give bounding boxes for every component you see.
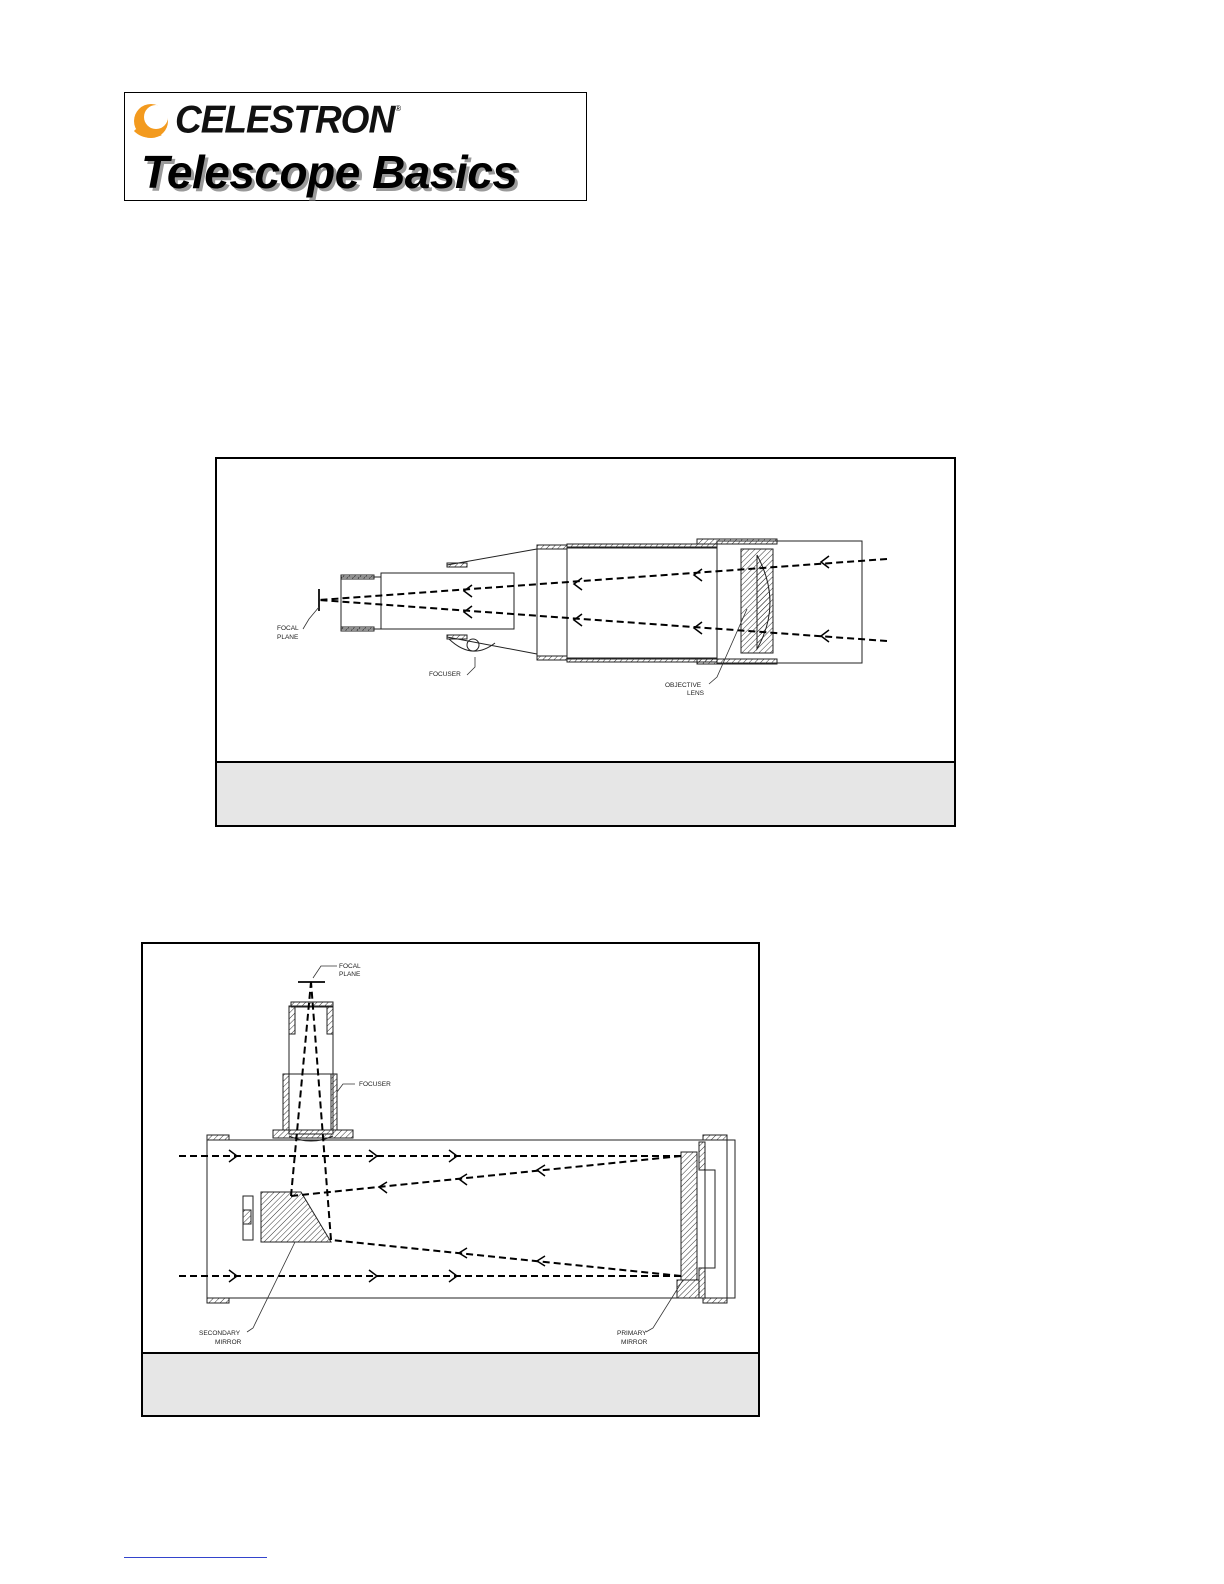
focuser-label: FOCUSER bbox=[359, 1081, 391, 1088]
document-title: Telescope Basics bbox=[141, 146, 518, 198]
objective-lens-label-line2: LENS bbox=[687, 690, 704, 697]
focal-plane-label-line2: PLANE bbox=[339, 971, 361, 978]
newtonian-caption-bar bbox=[143, 1352, 758, 1415]
refractor-drawing bbox=[217, 459, 954, 765]
refractor-caption-bar bbox=[217, 761, 954, 825]
focal-plane-label-line2: PLANE bbox=[277, 634, 299, 641]
header-logo-box bbox=[124, 92, 587, 201]
primary-mirror-label-line2: MIRROR bbox=[621, 1339, 648, 1346]
secondary-mirror-label-line1: SECONDARY bbox=[199, 1330, 241, 1337]
focal-plane-label-line1: FOCAL bbox=[277, 625, 299, 632]
newtonian-drawing bbox=[143, 944, 758, 1354]
refractor-diagram bbox=[215, 457, 956, 827]
objective-lens-label-line1: OBJECTIVE bbox=[665, 682, 702, 689]
focuser-label: FOCUSER bbox=[429, 671, 461, 678]
primary-mirror-label-line1: PRIMARY bbox=[617, 1330, 647, 1337]
celestron-swoosh-icon bbox=[131, 100, 171, 140]
newtonian-diagram bbox=[141, 942, 760, 1417]
celestron-logo bbox=[131, 98, 401, 142]
focal-plane-label-line1: FOCAL bbox=[339, 963, 361, 970]
footnote-separator bbox=[124, 1557, 267, 1558]
brand-name: CELESTRON bbox=[175, 97, 395, 141]
secondary-mirror-label-line2: MIRROR bbox=[215, 1339, 242, 1346]
registered-mark: ® bbox=[395, 103, 402, 113]
